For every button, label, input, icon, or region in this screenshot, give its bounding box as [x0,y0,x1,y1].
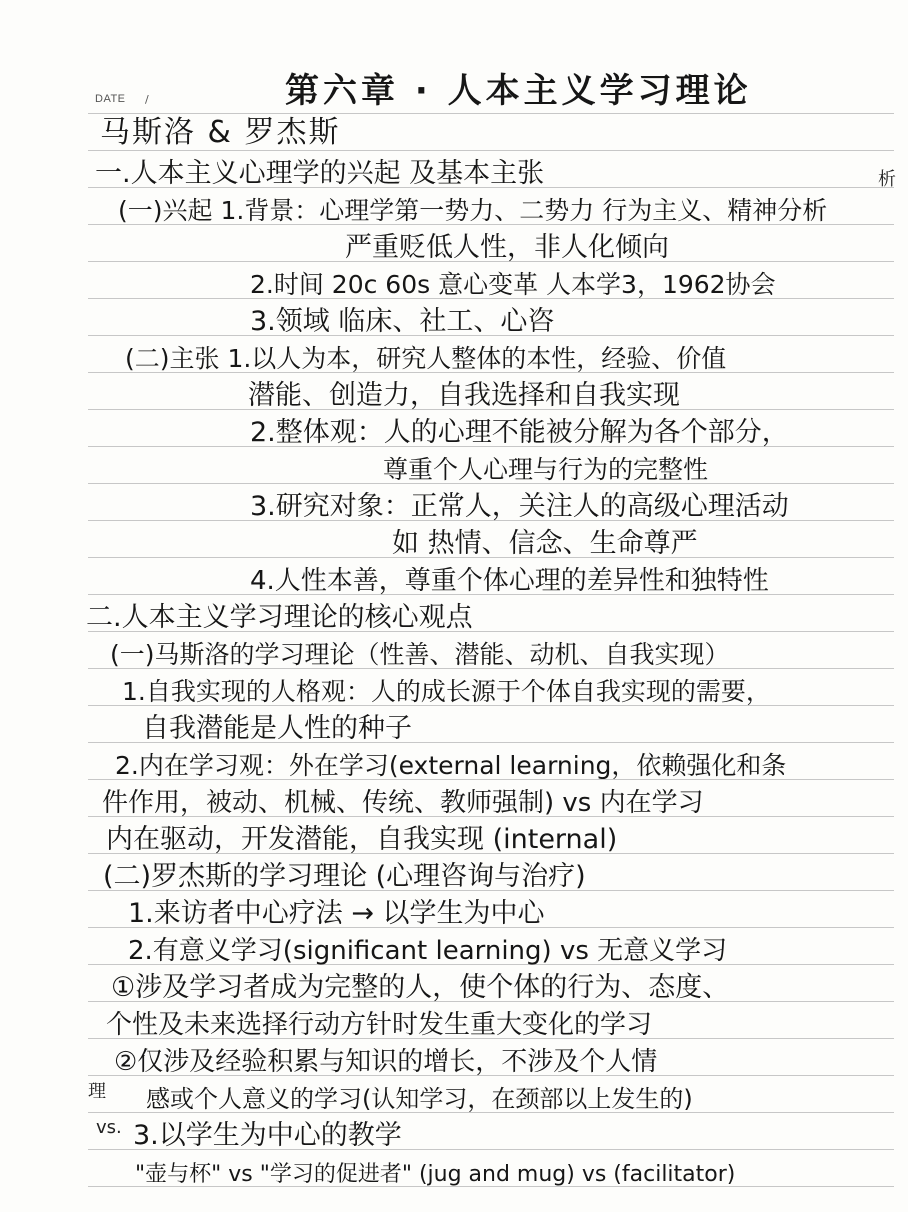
note-line: 内在驱动，开发潜能，自我实现 (internal) [106,824,618,855]
note-line: 2.时间 20c 60s 意心变革 人本学3，1962协会 [250,270,776,299]
date-label: DATE [95,93,126,105]
margin-note: vs. [96,1117,122,1138]
note-line: 件作用，被动、机械、传统、教师强制) vs 内在学习 [102,788,704,818]
note-line: (一)兴起 1.背景：心理学第一势力、二势力 行为主义、精神分析 [118,196,828,225]
note-line: 个性及未来选择行动方针时发生重大变化的学习 [106,1010,653,1040]
note-line: 1.自我实现的人格观：人的成长源于个体自我实现的需要， [122,677,771,706]
note-line: 2.有意义学习(significant learning) vs 无意义学习 [128,936,728,966]
note-line: 严重贬低人性，非人化倾向 [345,232,669,263]
note-line: 4.人性本善，尊重个体心理的差异性和独特性 [250,566,769,596]
note-line: 2.内在学习观：外在学习(external learning，依赖强化和条 [115,751,787,780]
authors-line: 马斯洛 & 罗杰斯 [100,115,341,150]
margin-note: 理 [88,1081,106,1102]
note-line: 1.来访者中心疗法 → 以学生为中心 [128,898,545,929]
note-line: 2.整体观：人的心理不能被分解为各个部分， [250,417,789,448]
note-line: "壶与杯" vs "学习的促进者" (jug and mug) vs (facilitator) [135,1162,736,1187]
date-slash: / [145,93,149,106]
note-line: 潜能、创造力，自我选择和自我实现 [248,380,680,411]
note-line: 尊重个人心理与行为的完整性 [383,455,709,484]
chapter-title: 第六章 · 人本主义学习理论 [285,71,752,111]
section-heading-1: 一.人本主义心理学的兴起 及基本主张 [95,158,545,189]
note-line: 3.领域 临床、社工、心咨 [250,306,555,337]
note-line: 自我潜能是人性的种子 [142,713,412,744]
note-line: ②仅涉及经验积累与知识的增长，不涉及个人情 [114,1047,658,1077]
note-line: (二)罗杰斯的学习理论 (心理咨询与治疗) [103,861,586,892]
note-line: 3.以学生为中心的教学 [133,1120,402,1151]
margin-note: 析 [878,169,896,190]
note-line: 如 热情、信念、生命尊严 [392,528,698,559]
note-line: 感或个人意义的学习(认知学习，在颈部以上发生的) [146,1085,693,1113]
note-line: ①涉及学习者成为完整的人，使个体的行为、态度、 [111,972,730,1003]
note-line: (一)马斯洛的学习理论（性善、潜能、动机、自我实现） [110,640,730,669]
section-heading-2: 二.人本主义学习理论的核心观点 [86,602,473,633]
note-line: 3.研究对象：正常人，关注人的高级心理活动 [250,491,789,522]
note-line: (二)主张 1.以人为本，研究人整体的本性，经验、价值 [125,344,727,373]
